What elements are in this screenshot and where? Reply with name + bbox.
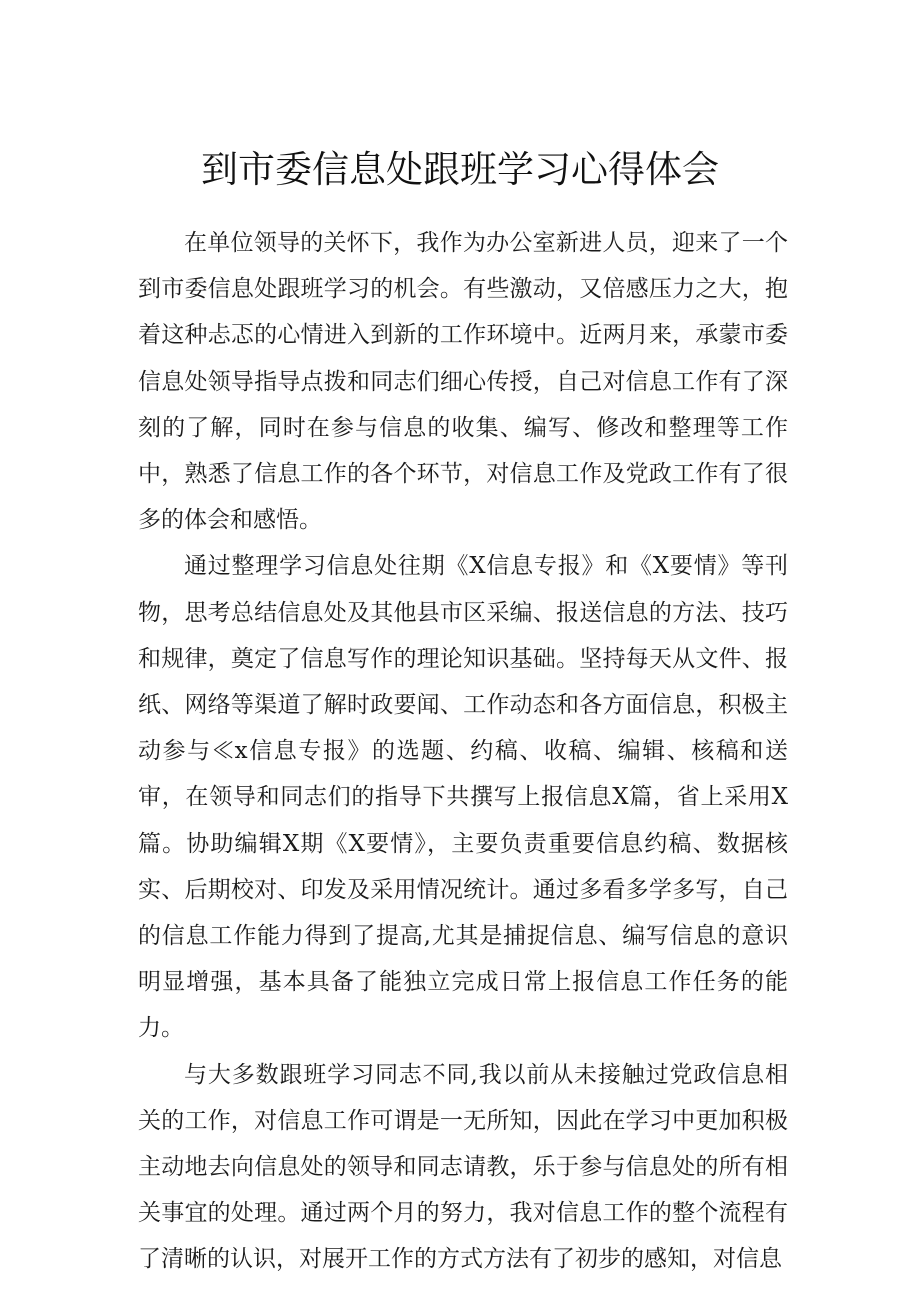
- document-body: [138, 220, 788, 1283]
- paragraph-3: 与大多数跟班学习同志不同,我以前从未接触过党政信息相关的工作，对信息工作可谓是一无所知，因此在学习中更加积极主动地去向信息处的领导和同志请教，乐于参与信息处的所有相关事宜的处理。通过两个月的努力，我对信息工作的整个流程有了清晰的认识，对展开工作的方式方法有了初步的感知，对信息: [138, 1061, 788, 1273]
- paragraph-1: 在单位领导的关怀下，我作为办公室新进人员，迎来了一个到市委信息处跟班学习的机会。有些激动，又倍感压力之大，抱着这种忐忑的心情进入到新的工作环境中。近两月来，承蒙市委信息处领导指导点拨和同志们细心传授，自己对信息工作有了深刻的了解，同时在参与信息的收集、编写、修改和整理等工作中，熟悉了信息工作的各个环节，对信息工作及党政工作有了很多的体会和感悟。: [138, 230, 788, 534]
- document-title: 到市委信息处跟班学习心得体会: [201, 147, 719, 191]
- paragraph-2: 通过整理学习信息处往期《X信息专报》和《X要情》等刊物，思考总结信息处及其他县市区采编、报送信息的方法、技巧和规律，奠定了信息写作的理论知识基础。坚持每天从文件、报纸、网络等渠道了解时政要闻、工作动态和各方面信息，积极主动参与≪x信息专报》的选题、约稿、收稿、编辑、核稿和送审，在领导和同志们的指导下共撰写上报信息X篇，省上采用X篇。协助编辑X期《X要情》，主要负责重要信息约稿、数据核实、后期校对、印发及采用情况统计。通过多看多学多写，自己的信息工作能力得到了提高,尤其是捕捉信息、编写信息的意识明显增强，基本具备了能独立完成日常上报信息工作任务的能力。: [138, 553, 788, 1042]
